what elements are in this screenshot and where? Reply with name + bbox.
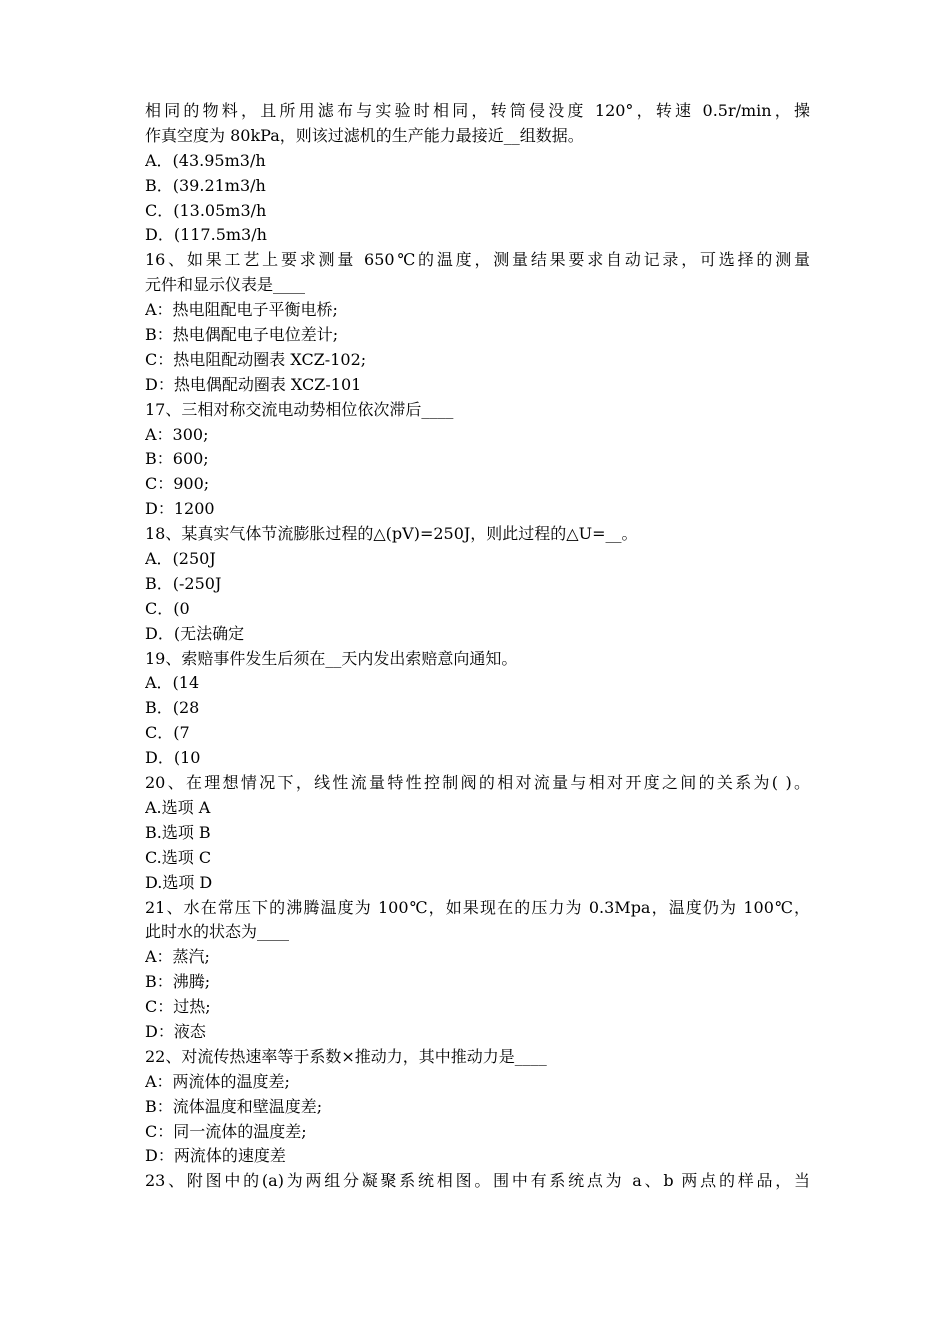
text-line: D．(117.5m3/h: [145, 225, 267, 245]
text-line: A：两流体的温度差;: [145, 1071, 290, 1091]
text-line: 16、如果工艺上要求测量 650℃的温度，测量结果要求自动记录，可选择的测量: [145, 250, 810, 270]
text-line: D．(10: [145, 748, 201, 768]
text-line: C：过热;: [145, 997, 211, 1017]
text-line: C：同一流体的温度差;: [145, 1121, 307, 1141]
text-line: 此时水的状态为____: [145, 922, 290, 942]
text-line: A：蒸汽;: [145, 947, 210, 967]
text-line: A．(43.95m3/h: [145, 150, 266, 170]
text-line: D：液态: [145, 1021, 206, 1041]
document-page: [145, 99, 810, 1194]
text-line: C：900;: [145, 474, 210, 494]
text-line: B．(-250J: [145, 573, 222, 593]
text-line: C．(0: [145, 598, 190, 618]
text-line: C．(7: [145, 723, 190, 743]
text-line: B：热电偶配电子电位差计;: [145, 325, 339, 345]
text-line: D.选项 D: [145, 872, 213, 892]
text-line: C．(13.05m3/h: [145, 200, 267, 220]
text-line: 17、三相对称交流电动势相位依次滞后____: [145, 399, 454, 419]
text-line: 23、附图中的(a)为两组分凝聚系统相图。围中有系统点为 a、b 两点的样品，当: [145, 1171, 810, 1191]
text-line: B：流体温度和壁温度差;: [145, 1096, 323, 1116]
text-line: B：600;: [145, 449, 209, 469]
text-line: D：热电偶配动圈表 XCZ-101: [145, 374, 362, 394]
text-line: A.选项 A: [145, 797, 211, 817]
text-line: 22、对流传热速率等于系数×推动力，其中推动力是____: [145, 1046, 547, 1066]
text-line: 20、在理想情况下，线性流量特性控制阀的相对流量与相对开度之间的关系为( )。: [145, 773, 810, 793]
text-line: B．(39.21m3/h: [145, 175, 266, 195]
text-line: 作真空度为 80kPa，则该过滤机的生产能力最接近__组数据。: [145, 125, 584, 145]
text-line: D：1200: [145, 499, 215, 519]
text-line: B.选项 B: [145, 822, 211, 842]
text-line: D：两流体的速度差: [145, 1146, 286, 1166]
text-line: A．(14: [145, 673, 200, 693]
text-line: 18、某真实气体节流膨胀过程的△(pV)=250J，则此过程的△U=__。: [145, 524, 638, 544]
text-line: C：热电阻配动圈表 XCZ-102;: [145, 349, 367, 369]
text-line: C.选项 C: [145, 847, 212, 867]
text-line: 21、水在常压下的沸腾温度为 100℃，如果现在的压力为 0.3Mpa，温度仍为 100℃，: [145, 897, 810, 917]
text-line: 相同的物料，且所用滤布与实验时相同，转筒侵没度 120°，转速 0.5r/min，操: [145, 101, 810, 120]
text-line: B：沸腾;: [145, 972, 211, 992]
text-line: B．(28: [145, 698, 200, 718]
text-line: A．(250J: [145, 549, 216, 569]
text-line: A：300;: [145, 424, 209, 444]
text-line: A：热电阻配电子平衡电桥;: [145, 300, 338, 320]
text-line: 元件和显示仪表是____: [145, 275, 306, 295]
text-line: D．(无法确定: [145, 623, 245, 643]
text-line: 19、索赔事件发生后须在__天内发出索赔意向通知。: [145, 648, 518, 668]
